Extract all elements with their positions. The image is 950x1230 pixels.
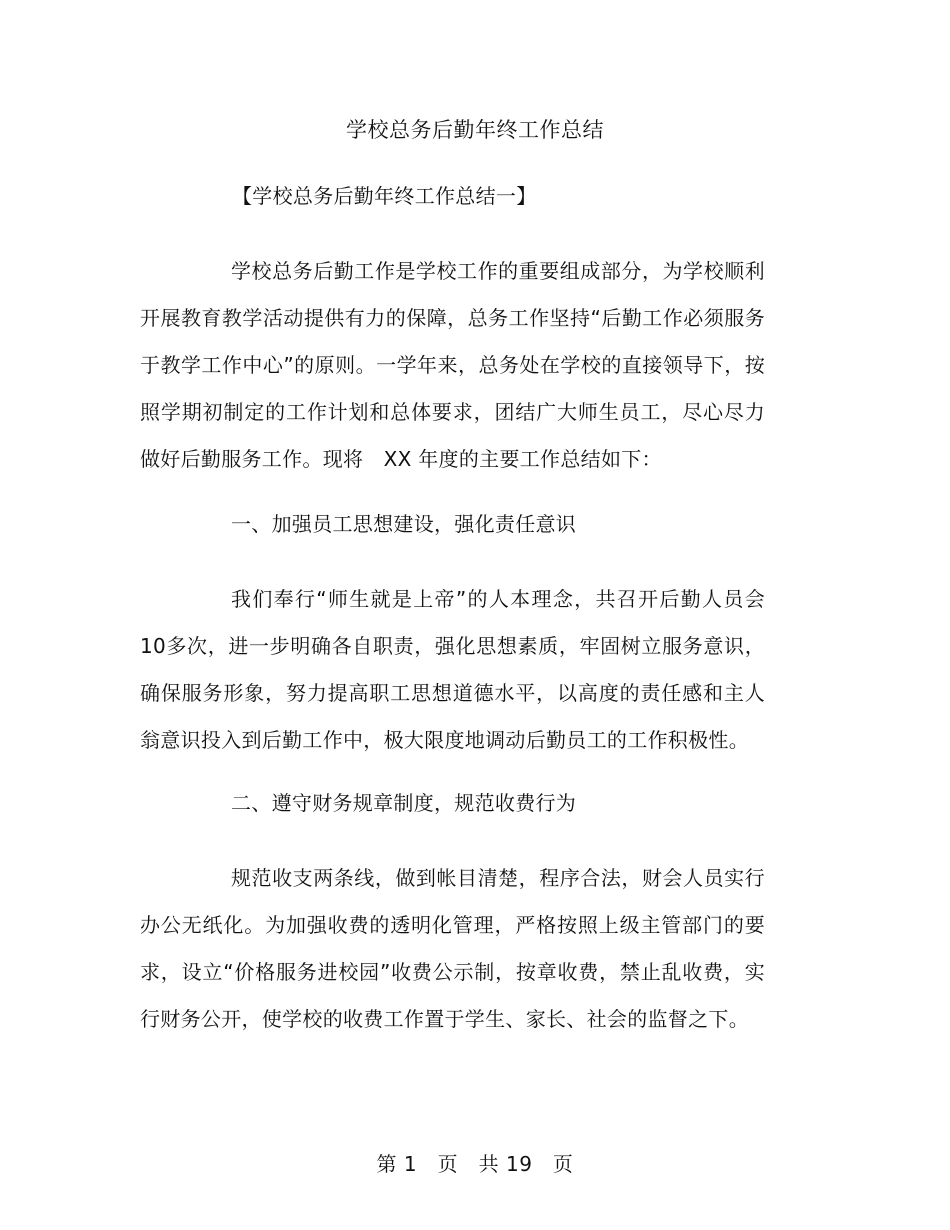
paragraph-section-2: 规范收支两条线，做到帐目清楚，程序合法，财会人员实行办公无纸化。为加强收费的透明化管理，严格按照上级主管部门的要求，设立“价格服务进校园”收费公示制，按章收费，禁止乱收费，实行财务公开，使学校的收费工作置于学生、家长、社会的监督之下。 (140, 866, 765, 1031)
paragraph-section-1: 我们奉行“师生就是上帝”的人本理念，共召开后勤人员会10多次，进一步明确各自职责，强化思想素质，牢固树立服务意识，确保服务形象，努力提高职工思想道德水平，以高度的责任感和主人翁意识投入到后勤工作中，极大限度地调动后勤员工的工作积极性。 (140, 587, 765, 752)
section-heading-2: 二、遵守财务规章制度，规范收费行为 (231, 791, 577, 815)
paragraph-intro: 学校总务后勤工作是学校工作的重要组成部分，为学校顺利开展教育教学活动提供有力的保障，总务工作坚持“后勤工作必须服务于教学工作中心”的原则。一学年来，总务处在学校的直接领导下，按照学期初制定的工作计划和总体要求，团结广大师生员工，尽心尽力做好后勤服务工作。现将 XX 年度的主要工作总结如下： (140, 259, 765, 471)
page-number-footer: 第 1 页 共 19 页 (376, 1152, 574, 1176)
document-subtitle: 【学校总务后勤年终工作总结一】 (232, 184, 537, 208)
section-heading-1: 一、加强员工思想建设，强化责任意识 (231, 512, 577, 536)
document-title: 学校总务后勤年终工作总结 (346, 118, 604, 142)
